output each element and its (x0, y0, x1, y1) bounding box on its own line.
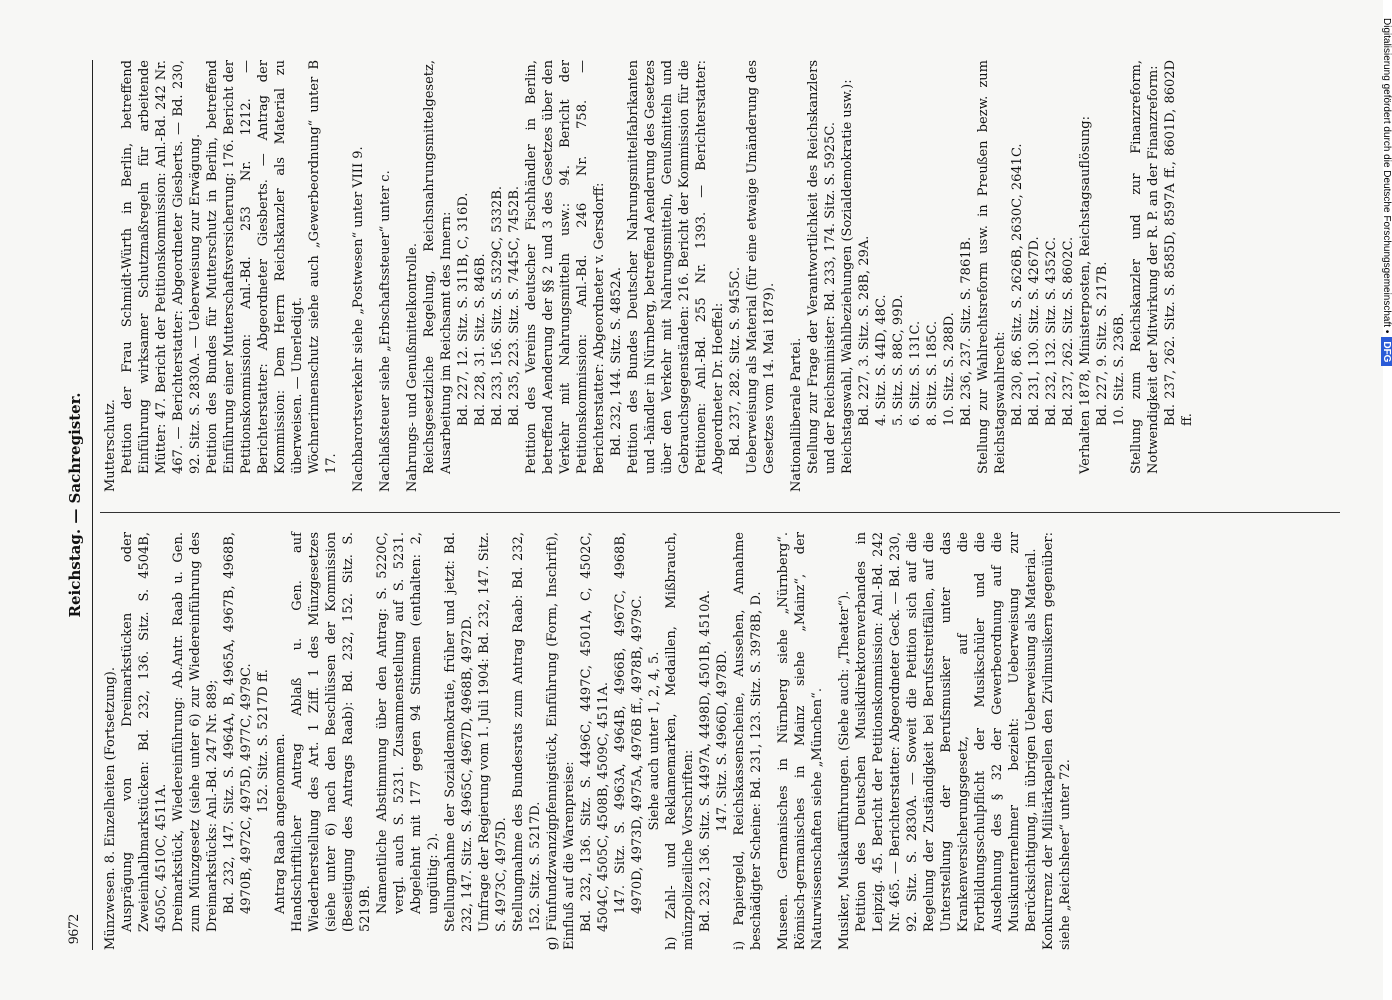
register-entry: Bd. 227, 3. Sitz. S. 28B, 29A. (857, 235, 872, 426)
register-entry: Bd. 231, 130. Sitz. S. 4267D. (1027, 236, 1042, 426)
entry-gap (826, 532, 836, 950)
register-entry: Stellungnahme der Sozialdemokratie, früher und jetzt: Bd. 232, 147. Sitz. S. 4965C, 4967D, 4968B, 4972D. (443, 532, 475, 932)
register-entry: Petition des Deutschen Musikdirektorenverbandes in Leipzig. 45. Bericht der Petitionskommission: Anl.-Bd. 242 Nr. 465. — Berichterstatter: Abgeordneter Geck. — Bd. 230, 92. Sitz. S. 2830A. — Soweit die Petition sich auf die Regelung der Zuständigkeit bei Berufsstreitfällen, auf die Unterstellung der Berufsmusiker unter das Krankenversicherungsgesetz, auf die Fortbildungsschulpflicht der Musikschüler und die Ausdehnung des § 32 der Gewerbeordnung auf die Musikunternehmer bezieht: Ueberweisung zur Berücksichtigung, im übrigen Ueberweisung als Material. (854, 532, 1039, 932)
register-entry: Bd. 237, 282. Sitz. S. 9455C. (728, 266, 743, 456)
register-entry: Reichstagswahl, Wahlbeziehungen (Sozialdemokratie usw.): (840, 79, 855, 474)
entry-gap (367, 60, 377, 492)
register-heading: i) Papiergeld, Reichskassenscheine, Aussehen, Annahme beschädigter Scheine: Bd. 231, 123. Sitz. S. 3978B, D. (732, 532, 764, 950)
register-heading: Museen. Germanisches in Nürnberg siehe „Nürnberg“. Römisch-germanisches in Mainz siehe „Mainz“, der Naturwissenschaften siehe „München“. (776, 532, 825, 950)
register-entry: 10. Sitz. S. 288D. (942, 312, 957, 426)
rotated-register-page (60, 60, 1340, 950)
register-entry: 6. Sitz. S. 131C. (908, 320, 923, 426)
register-entry: Bd. 232, 144. Sitz. S. 4852A. (609, 266, 624, 456)
register-entry: Bd. 235, 223. Sitz. S. 7445C, 7452B. (507, 185, 522, 426)
register-entry: Petition des Vereins deutscher Fischhändler in Berlin, betreffend Aenderung der §§ 2 und 3 des Gesetzes über den Verkehr mit Nahrungsmitteln usw.: 94. Bericht der Petitionskommission: Anl.-Bd. 246 Nr. 758. — Berichterstatter: Abgeordneter v. Gersdorff: (524, 60, 607, 474)
register-entry: Bd. 232, 147. Sitz. S. 4964A, B, 4965A, 4967B, 4968B, 4970B, 4972C, 4975D, 4977C, 4979C. (222, 532, 254, 914)
register-entry: 5. Sitz. S. 88C, 99D. (891, 294, 906, 426)
register-entry: Dreimarkstück, Wiedereinführung: Ab.Antr. Raab u. Gen. zum Münzgesetz (siehe unter 6) zur Wiedereinführung des Dreimarkstücks: Anl.-Bd. 247 Nr. 889; (171, 532, 220, 932)
register-heading: Nachlaßsteuer siehe „Erbschaftssteuer“ unter c. (378, 170, 393, 492)
register-entry: Bd. 237, 262. Sitz. S. 8585D, 8597A ff., 8601D, 8602D ff. (1163, 60, 1195, 426)
register-entry: 152. Sitz. S. 5217D ff. (256, 669, 271, 813)
entry-gap (340, 60, 350, 492)
register-heading: Nationalliberale Partei. (789, 337, 804, 492)
register-entry: Umfrage der Regierung vom 1. Juli 1904: Bd. 232, 147. Sitz. S. 4973C, 4975D. (477, 532, 509, 932)
register-entry: Antrag Raab angenommen. (273, 733, 288, 914)
register-entry: Bd. 237, 262. Sitz. S. 8602C. (1061, 236, 1076, 426)
register-heading: Münzwesen. 8. Einzelheiten (Fortsetzung). (103, 667, 118, 950)
register-entry: 4. Sitz. S. 44D, 48C. (874, 294, 889, 426)
entry-gap (765, 532, 775, 950)
register-entry: Reichsgesetzliche Regelung, Reichsnahrungsmittelgesetz, Ausarbeitung im Reichsamt des Innern: (422, 60, 454, 474)
register-heading: Nahrungs- und Genußmittelkontrolle. (405, 243, 420, 492)
register-entry: Siehe auch unter 1, 2, 4, 5. (647, 651, 662, 831)
register-entry: 8. Sitz. S. 185C. (925, 320, 940, 426)
right-column (102, 60, 1196, 492)
page-number: 9672 (66, 914, 82, 944)
register-entry: Stellung zur Frage der Verantwortlichkeit des Reichskanzlers und der Reichsminister: Bd. 233, 174. Sitz. S. 5925C. (806, 60, 838, 474)
register-entry: Ueberweisung als Material (für eine etwaige Umänderung des Gesetzes vom 14. Mai 1879). (745, 60, 777, 474)
digitization-credit (1381, 18, 1392, 998)
entry-gap (394, 60, 404, 492)
register-heading: Konkurrenz der Militärkapellen den Zivilmusikern gegenüber: siehe „Reichsheer“ unter 72. (1041, 532, 1073, 950)
register-entry: Bd. 232, 136. Sitz. S. 4497A, 4498D, 4501B, 4510A. (698, 590, 713, 932)
entry-gap (778, 60, 788, 492)
register-entry: Petition des Bundes Deutscher Nahrungsmittelfabrikanten und -händler in Nürnberg, betreffend Aenderung des Gesetzes über den Verkehr mit Nahrungsmitteln, Genußmitteln und Gebrauchsgegenständen: 216. Bericht der Kommission für die Petitionen: Anl.-Bd. 255 Nr. 1393. — Berichterstatter: Abgeordneter Dr. Hoeffel: (626, 60, 726, 474)
register-entry: Bd. 230, 86. Sitz. S. 2626B, 2630C, 2641C. (1010, 143, 1025, 426)
register-entry: 147. Sitz. S. 4966D, 4978D. (715, 650, 730, 832)
register-entry: Bd. 227, 12. Sitz. S. 311B, C, 316D. (456, 192, 471, 426)
register-entry: Petition des Bundes für Mutterschutz in Berlin, betreffend Einführung einer Mutterschaftsversicherung: 176. Bericht der Petitionskommission: Anl.-Bd. 253 Nr. 1212. — Berichterstatter: Abgeordneter Giesberts. — Antrag der Kommission: Dem Herrn Reichskanzler als Material zu überweisen. — Unerledigt. (205, 60, 305, 474)
register-heading: g) Fünfundzwanzigpfennigstück, Einführung (Form, Inschrift), Einfluß auf die Warenpreise: (545, 532, 577, 950)
register-heading: h) Zahl- und Reklamemarken, Medaillen, Mißbrauch, münzpolizeiliche Vorschriften: (664, 532, 696, 950)
register-entry: Bd. 227, 9. Sitz. S. 217B. (1095, 261, 1110, 426)
page-header (60, 60, 88, 950)
column-divider (100, 512, 1340, 513)
register-entry: Stellung zur Wahlrechtsreform usw. in Preußen bezw. zum Reichstagswahlrecht: (976, 60, 1008, 474)
register-entry: Handschriftlicher Antrag Ablaß u. Gen. auf Wiederherstellung des Art. 1 Ziff. 1 des Münzgesetzes (siehe unter 6) nach den Beschlüssen der Kommission (Beseitigung des Antrags Raab): Bd. 232, 152. Sitz. S. 5219B. (290, 532, 373, 932)
register-entry: Bd. 232, 136. Sitz. S. 4496C, 4497C, 4501A, C, 4502C, 4504C, 4505C, 4508B, 4509C, 4511A. (579, 532, 611, 932)
dfg-logo: DFG (1381, 337, 1392, 366)
register-entry: 10. Sitz. S. 236B. (1112, 312, 1127, 426)
register-entry: Wöchnerinnenschutz siehe auch „Gewerbeordnung“ unter B 17. (307, 60, 339, 474)
register-entry: Stellungnahme des Bundesrats zum Antrag Raab: Bd. 232, 152. Sitz. S. 5217D. (511, 532, 543, 932)
left-column (102, 532, 1074, 950)
register-entry: Ausprägung von Dreimarkstücken oder Zweieinhalbmarkstücken: Bd. 232, 136. Sitz. S. 4504B, 4505C, 4510C, 4511A. (120, 532, 169, 932)
register-entry: Namentliche Abstimmung über den Antrag: S. 5220C, vergl. auch S. 5231. Zusammenstellung auf S. 5231. Abgelehnt mit 177 gegen 94 Stimmen (enthalten: 2, ungültig: 2). (375, 532, 441, 914)
register-heading: Musiker, Musikaufführungen. (Siehe auch: „Theater“). (837, 590, 852, 950)
register-heading: Nachbarortsverkehr siehe „Postwesen“ unter VIII 9. (351, 146, 366, 492)
register-entry: 147. Sitz. S. 4963A, 4964B, 4966B, 4967C, 4968B, 4970D, 4973D, 4975A, 4976B ff., 4978B, 4979C. (613, 532, 645, 914)
register-entry: Bd. 233, 156. Sitz. S. 5329C, 5332B. (490, 185, 505, 426)
register-entry: Petition der Frau Schmidt-Würth in Berlin, betreffend Einführung wirksamer Schutzmaßregeln für arbeitende Mütter: 47. Bericht der Petitionskommission: Anl.-Bd. 242 Nr. 467. — Berichterstatter: Abgeordneter Giesberts. — Bd. 230, 92. Sitz. S. 2830A. — Ueberweisung zur Erwägung. (120, 60, 203, 474)
page-title: Reichstag. — Sachregister. (66, 392, 84, 618)
header-rule (92, 60, 93, 950)
register-entry: Stellung zum Reichskanzler und zur Finanzreform, Notwendigkeit der Mitwirkung der R. P. an der Finanzreform: (1129, 60, 1161, 474)
register-entry: Bd. 228, 31. Sitz. S. 846B. (473, 253, 488, 426)
register-entry: Bd. 232, 132. Sitz. S. 4352C. (1044, 236, 1059, 426)
credit-text: Digitalisierung gefördert durch die Deutsche Forschungsgemeinschaft • (1381, 18, 1392, 334)
register-heading: Mutterschutz. (103, 399, 118, 492)
register-entry: Verhalten 1878, Ministerposten, Reichstagsauflösung: (1078, 115, 1093, 474)
register-entry: Bd. 236, 237. Sitz. S. 7861B. (959, 236, 974, 426)
